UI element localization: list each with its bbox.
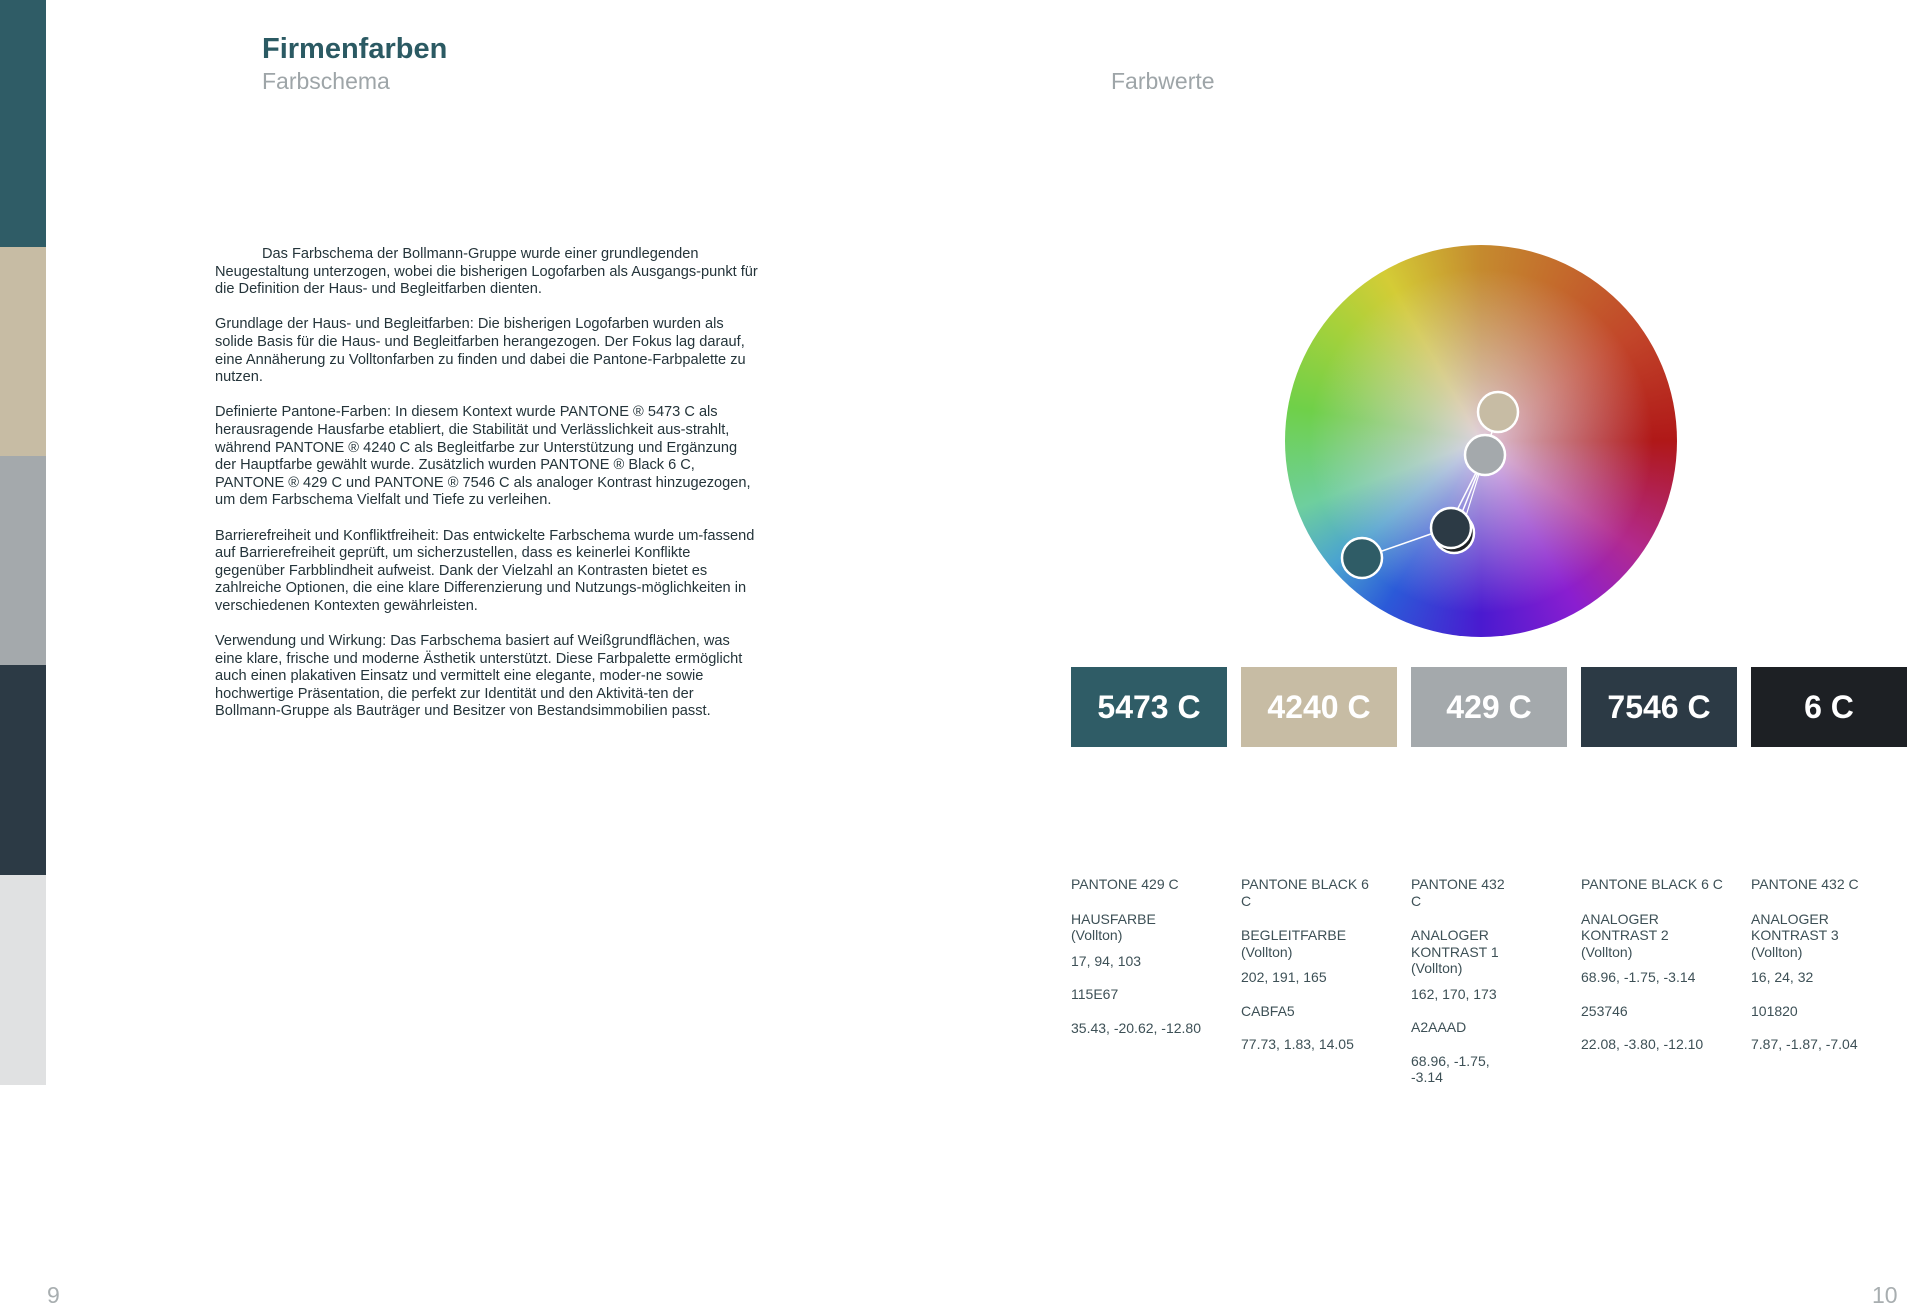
- section-subtitle-farbwerte: Farbwerte: [1111, 68, 1215, 94]
- spec-role: BEGLEITFARBE: [1241, 927, 1347, 943]
- stripe-5473: [0, 0, 46, 247]
- page-subtitle: Farbschema: [262, 68, 390, 94]
- spec-role: ANALOGER KONTRAST 1: [1411, 927, 1499, 960]
- spec-column: [1411, 876, 1511, 1103]
- wheel-marker-429: [1465, 435, 1505, 475]
- color-wheel: [1285, 245, 1677, 637]
- swatch-5473: [1071, 667, 1227, 747]
- spec-column: [1751, 876, 1881, 1070]
- stripe-7546: [0, 665, 46, 875]
- page-title: Firmenfarben: [262, 33, 448, 65]
- spec-type: (Vollton): [1751, 943, 1803, 960]
- page-number-left: 9: [47, 1282, 60, 1308]
- spec-name: PANTONE BLACK 6 C: [1241, 876, 1369, 909]
- swatch-label: 6 C: [1804, 688, 1854, 725]
- swatch-label: 7546 C: [1607, 688, 1711, 725]
- spec-column: [1071, 876, 1231, 1053]
- stripe-light-gray: [0, 875, 46, 1085]
- spec-hex: A2AAAD: [1411, 1019, 1467, 1035]
- spec-type: (Vollton): [1241, 943, 1293, 960]
- spec-rgb: 202, 191, 165: [1241, 969, 1327, 985]
- spec-column: [1241, 876, 1381, 1070]
- spec-lab: 77.73, 1.83, 14.05: [1241, 1036, 1354, 1052]
- swatch-label: 4240 C: [1267, 688, 1371, 725]
- spec-role: ANALOGER KONTRAST 3: [1751, 910, 1839, 943]
- stripe-4240: [0, 247, 46, 456]
- swatch-429: [1411, 667, 1567, 747]
- spec-hex: 115E67: [1071, 986, 1119, 1002]
- spec-hex: 101820: [1751, 1002, 1798, 1019]
- swatch-label: 429 C: [1446, 688, 1532, 725]
- spec-type: (Vollton): [1581, 943, 1633, 960]
- paragraph-barrierefreiheit: Barrierefreiheit und Konfliktfreiheit: Das entwickelte Farbschema wurde um-fassend auf Barrierefreiheit geprüft, um sicherzustellen, dass es keinerlei Konflikte gegenüber Farbblindheit aufweist. Dank der Vielzahl an Kontrasten bietet es zahlreiche Optionen, die eine klare Differenzierung und Nutzungs-möglichkeiten in verschiedenen Kontexten gewährleisten.: [215, 527, 755, 614]
- spec-role: ANALOGER KONTRAST 2: [1581, 910, 1669, 943]
- spec-hex: 253746: [1581, 1002, 1628, 1019]
- stripe-429: [0, 456, 46, 665]
- spec-type: (Vollton): [1411, 960, 1463, 976]
- spec-column: [1581, 876, 1741, 1070]
- paragraph-intro: Das Farbschema der Bollmann-Gruppe wurde einer grundlegenden Neugestaltung unterzogen, wobei die bisherigen Logofarben als Ausgangs-punkt für die Definition der Haus- und Begleitfarben dienten.: [215, 246, 758, 298]
- color-wheel-markers: [1285, 245, 1677, 637]
- spec-name: PANTONE BLACK 6 C: [1581, 876, 1723, 892]
- wheel-marker-7546: [1431, 508, 1471, 548]
- spec-name: PANTONE 432 C: [1751, 876, 1859, 892]
- spec-name: PANTONE 432 C: [1411, 876, 1505, 909]
- swatch-black6: [1751, 667, 1907, 747]
- spec-lab: 22.08, -3.80, -12.10: [1581, 1036, 1704, 1052]
- spec-role: HAUSFARBE: [1071, 910, 1156, 927]
- spec-rgb: 68.96, -1.75, -3.14: [1581, 969, 1696, 985]
- spec-lab: 68.96, -1.75, -3.14: [1411, 1052, 1490, 1085]
- paragraph-verwendung: Verwendung und Wirkung: Das Farbschema basiert auf Weißgrundflächen, was eine klare, frische und moderne Ästhetik unterstützt. Diese Farbpalette ermöglicht auch einen plakativen Einsatz und vermittelt eine elegante, moder-ne sowie hochwertige Präsentation, die perfekt zur Identität und den Aktivitä-ten der Bollmann-Gruppe als Bauträger und Besitzer von Bestandsimmobilien passt.: [215, 633, 743, 720]
- paragraph-pantone: Definierte Pantone-Farben: In diesem Kontext wurde PANTONE ® 5473 C als herausragende Hausfarbe etabliert, die Stabilität und Verlässlichkeit aus-strahlt, während PANTONE ® 4240 C als Begleitfarbe zur Unterstützung und Ergänzung der Hauptfarbe gewählt wurde. Zusätzlich wurden PANTONE ® Black 6 C, PANTONE ® 429 C und PANTONE ® 7546 C als analoger Kontrast hinzugezogen, um dem Farbschema Vielfalt und Tiefe zu verleihen.: [215, 404, 751, 509]
- spec-rgb: 16, 24, 32: [1751, 969, 1814, 985]
- body-text: [215, 246, 760, 739]
- spec-type: (Vollton): [1071, 927, 1123, 943]
- spec-rgb: 162, 170, 173: [1411, 985, 1497, 1002]
- spec-hex: CABFA5: [1241, 1002, 1295, 1019]
- page-number-right: 10: [1872, 1282, 1898, 1308]
- swatch-label: 5473 C: [1097, 688, 1201, 725]
- spec-rgb: 17, 94, 103: [1071, 952, 1142, 969]
- swatch-7546: [1581, 667, 1737, 747]
- spec-name: PANTONE 429 C: [1071, 876, 1179, 892]
- swatch-4240: [1241, 667, 1397, 747]
- wheel-marker-4240: [1478, 392, 1518, 432]
- paragraph-grundlage: Grundlage der Haus- und Begleitfarben: Die bisherigen Logofarben wurden als solide Basis für die Haus- und Begleitfarben herangezogen. Der Fokus lag darauf, eine Annäherung zu Volltonfarben zu finden und dabei die Pantone-Farbpalette zu nutzen.: [215, 316, 746, 386]
- wheel-marker-5473: [1342, 538, 1382, 578]
- spec-lab: 7.87, -1.87, -7.04: [1751, 1036, 1858, 1052]
- spec-lab: 35.43, -20.62, -12.80: [1071, 1019, 1201, 1036]
- color-stripe-bar: [0, 0, 46, 1085]
